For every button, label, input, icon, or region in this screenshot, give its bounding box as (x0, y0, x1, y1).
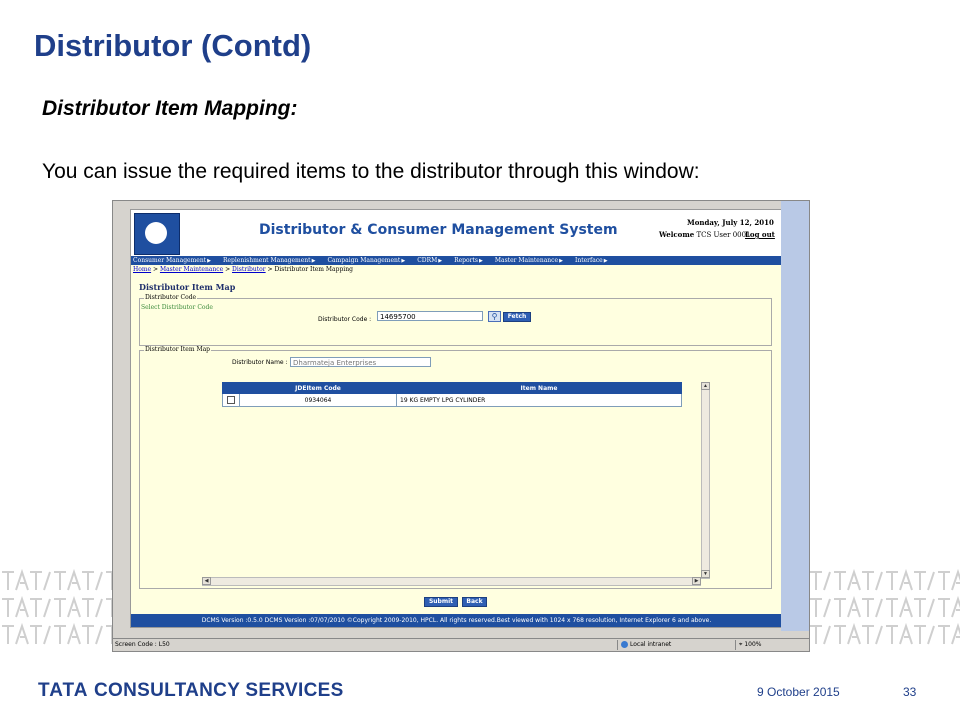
slide-subtitle: Distributor Item Mapping: (42, 97, 298, 120)
menu-cdrm[interactable]: CDRM ▶ (415, 257, 442, 264)
search-icon[interactable]: ⚲ (488, 311, 501, 322)
table-horizontal-scrollbar[interactable] (202, 577, 701, 586)
submit-button[interactable]: Submit (424, 597, 458, 607)
magnifier-icon: ⌖ (739, 641, 743, 648)
breadcrumb-home[interactable]: Home (133, 266, 152, 273)
app-title: Distributor & Consumer Management System (259, 222, 618, 238)
jde-item-code-header: JDEItem Code (240, 383, 397, 394)
distributor-code-group (139, 294, 772, 346)
distributor-code-input[interactable]: 14695700 (377, 311, 483, 321)
security-zone: Local intranet (617, 640, 731, 650)
section-title: Distributor Item Map (139, 282, 236, 292)
browser-scrollbar[interactable] (781, 201, 809, 631)
menu-interface[interactable]: Interface ▶ (573, 257, 608, 264)
breadcrumb: Home > Master Maintenance > Distributor > Distributor Item Mapping (133, 266, 353, 273)
table-row (223, 394, 682, 407)
welcome-text: Welcome TCS User 0001 (659, 230, 751, 239)
tcs-logo: TATA CONSULTANCY SERVICES (38, 680, 344, 701)
browser-content (130, 209, 783, 628)
distributor-name-label: Distributor Name : (232, 359, 288, 366)
distributor-code-legend: Distributor Code (145, 294, 197, 301)
scroll-up-icon[interactable]: ▲ (701, 382, 710, 390)
table-vertical-scrollbar[interactable] (701, 382, 710, 579)
distributor-item-map-group (139, 346, 772, 589)
hpcl-logo (134, 213, 180, 255)
scroll-down-icon[interactable]: ▼ (701, 570, 710, 578)
distributor-code-label: Distributor Code : (318, 316, 372, 323)
menu-reports[interactable]: Reports ▶ (452, 257, 483, 264)
item-table-header (223, 383, 682, 394)
slide-body-text: You can issue the required items to the distributor through this window: (42, 160, 700, 183)
zoom-level[interactable]: ⌖ 100% (735, 640, 801, 650)
menu-replenishment-management[interactable]: Replenishment Management ▶ (221, 257, 315, 264)
item-name-header: Item Name (397, 383, 682, 394)
menu-consumer-management[interactable]: Consumer Management ▶ (131, 257, 211, 264)
item-code-cell: 0934064 (240, 394, 397, 407)
app-header (131, 210, 782, 257)
scroll-left-icon[interactable]: ◀ (202, 577, 211, 585)
menu-campaign-management[interactable]: Campaign Management ▶ (325, 257, 405, 264)
select-code-hint: Select Distributor Code (141, 304, 213, 311)
application-screenshot (112, 200, 810, 652)
footer-date: 9 October 2015 (757, 685, 840, 699)
breadcrumb-master-maintenance[interactable]: Master Maintenance (159, 266, 224, 273)
back-button[interactable]: Back (462, 597, 487, 607)
menu-master-maintenance[interactable]: Master Maintenance ▶ (493, 257, 563, 264)
globe-icon (621, 641, 628, 648)
slide-title: Distributor (Contd) (34, 28, 312, 63)
select-column-header (223, 383, 240, 394)
main-menu (131, 256, 782, 265)
item-map-legend: Distributor Item Map (145, 346, 211, 353)
screen-code: Screen Code : L50 (115, 641, 170, 648)
item-name-cell: 19 KG EMPTY LPG CYLINDER (397, 394, 682, 407)
breadcrumb-distributor[interactable]: Distributor (232, 266, 266, 273)
page-number: 33 (903, 685, 917, 699)
logout-link[interactable]: Log out (745, 230, 775, 239)
distributor-name-field: Dharmateja Enterprises (290, 357, 431, 367)
row-checkbox[interactable] (227, 396, 235, 404)
fetch-button[interactable]: Fetch (503, 312, 531, 322)
breadcrumb-current: Distributor Item Mapping (274, 266, 353, 273)
item-table (222, 382, 682, 407)
row-checkbox-cell (223, 394, 240, 407)
browser-status-bar (113, 638, 809, 652)
app-footer: DCMS Version :0.5.0 DCMS Version :07/07/2010 ©Copyright 2009-2010, HPCL. All rights reserved.Best viewed with 1024 x 768 resolution, Internet Explorer 6 and above. (131, 614, 782, 627)
current-date: Monday, July 12, 2010 (687, 218, 774, 227)
scroll-right-icon[interactable]: ▶ (692, 577, 701, 585)
